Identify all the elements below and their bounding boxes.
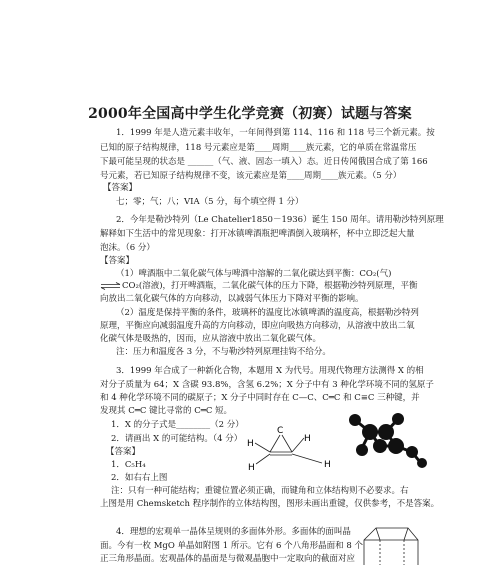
- q1-line-3: 下最可能呈现的状态是 ______（气、液、固态一填入）态。近日传闻俄国合成了第 166: [100, 157, 428, 167]
- q2-answer-1: （1）啤酒瓶中二氧化碳气体与啤酒中溶解的二氧化碳达到平衡：CO₂(气): [116, 269, 392, 279]
- q2-line-3: 泡沫。（6 分）: [100, 243, 155, 253]
- q3-subquestion-1: 1．X 的分子式是________（2 分）: [111, 420, 244, 430]
- q4-line-3: 正三角形晶面。宏观晶体的晶面是与微观晶胞中一定取向的截面对应: [100, 554, 356, 564]
- q3-answer-2: 2．如右右上图: [111, 473, 168, 483]
- q3-line-3: 和 4 种化学环境不同的碳原子；X 分子中同时存在 C—C、C═C 和 C≡C 三种键，并: [100, 393, 420, 403]
- q3-line-1: 3．1999 年合成了一种新化合物，本题用 X 为代号。用现代物理方法测得 X 的相: [116, 366, 424, 376]
- q4-line-1: 4．理想的宏观单一晶体呈规则的多面体外形。多面体的面叫晶: [116, 527, 351, 537]
- q1-line-4: 号元素，若已知原子结构规律不变，该元素应是第____周期____族元素。（5 分）: [100, 171, 402, 181]
- equilibrium-arrow-icon: [100, 282, 122, 290]
- q3-line-4: 发现其 C═C 键比寻常的 C═C 短。: [100, 406, 233, 416]
- q3-answer-label: 【答案】: [106, 447, 141, 457]
- q1-answer-label: 【答案】: [103, 183, 138, 193]
- crystal-polyhedron-figure: [360, 522, 420, 565]
- q2-answer-5: 原理，平衡应向减弱温度升高的方向移动，即应向吸热方向移动，从溶液中放出二氧: [100, 321, 415, 331]
- q2-note: 注：压力和温度各 3 分，不与勒沙特列原理挂钩不给分。: [116, 347, 331, 357]
- atom-label-h3: H: [304, 434, 311, 444]
- q2-line-2: 解释如下生活中的常见现象：打开冰镇啤酒瓶把啤酒倒入玻璃杯，杯中立即泛起大量: [100, 229, 415, 239]
- bond-lines: [255, 435, 322, 464]
- q3-line-2: 对分子质量为 64；X 含碳 93.8%，含氢 6.2%；X 分子中有 3 种化学环境不同的氢原子: [100, 380, 434, 390]
- atom-label-h1: H: [247, 439, 254, 449]
- q4-line-2: 面。今有一枚 MgO 单晶如附图 1 所示。它有 6 个八角形晶面和 8 个: [100, 541, 363, 551]
- atom-label-h4: H: [324, 460, 331, 470]
- q1-line-1: 1．1999 年是人造元素丰收年，一年间得到第 114、116 和 118 号三个新元素。按: [116, 128, 435, 138]
- q1-answer: 七；零；气；八；VIA（5 分，每个填空得 1 分）: [116, 197, 304, 207]
- page-title: 2000年全国高中学生化学竞赛（初赛）试题与答案: [88, 106, 412, 122]
- structural-formula-figure: [242, 418, 338, 474]
- atom-label-h2: H: [248, 463, 255, 473]
- q2-answer-6: 化碳气体是吸热的，因而，应从溶液中放出二氧化碳气体。: [100, 334, 322, 344]
- q3-subquestion-2: 2．请画出 X 的可能结构。（4 分）: [111, 434, 243, 444]
- q1-line-2: 已知的原子结构规律，118 号元素应是第____周期____族元素，它的单质在常温常压: [100, 143, 417, 153]
- q2-answer-3: 向放出二氧化碳气体的方向移动，以减弱气体压力下降对平衡的影响。: [100, 294, 364, 304]
- q2-answer-2: CO₂(溶液)，打开啤酒瓶，二氧化碳气体的压力下降，根据勒沙特列原理，平衡: [122, 281, 418, 291]
- q3-answer-1: 1．C₅H₄: [111, 460, 146, 470]
- q3-note-2: 上图是用 Chemsketch 程序制作的立体结构图，图形未画出重键，仅供参考，不是答案。: [100, 499, 440, 509]
- q2-answer-label: 【答案】: [100, 256, 135, 266]
- q2-line-1: 2．今年是勒沙特列（Le Chatelier1850－1936）诞生 150 周年。请用勒沙特列原理: [116, 215, 444, 225]
- ball-and-stick-model-figure: [340, 408, 430, 468]
- q2-answer-4: （2）温度是保持平衡的条件，玻璃杯的温度比冰镇啤酒的温度高，根据勒沙特列: [116, 308, 419, 318]
- q3-note-1: 注：只有一种可能结构；重键位置必须正确，而键角和立体结构则不必要求。右: [111, 486, 409, 496]
- atom-label-c: C: [277, 426, 284, 436]
